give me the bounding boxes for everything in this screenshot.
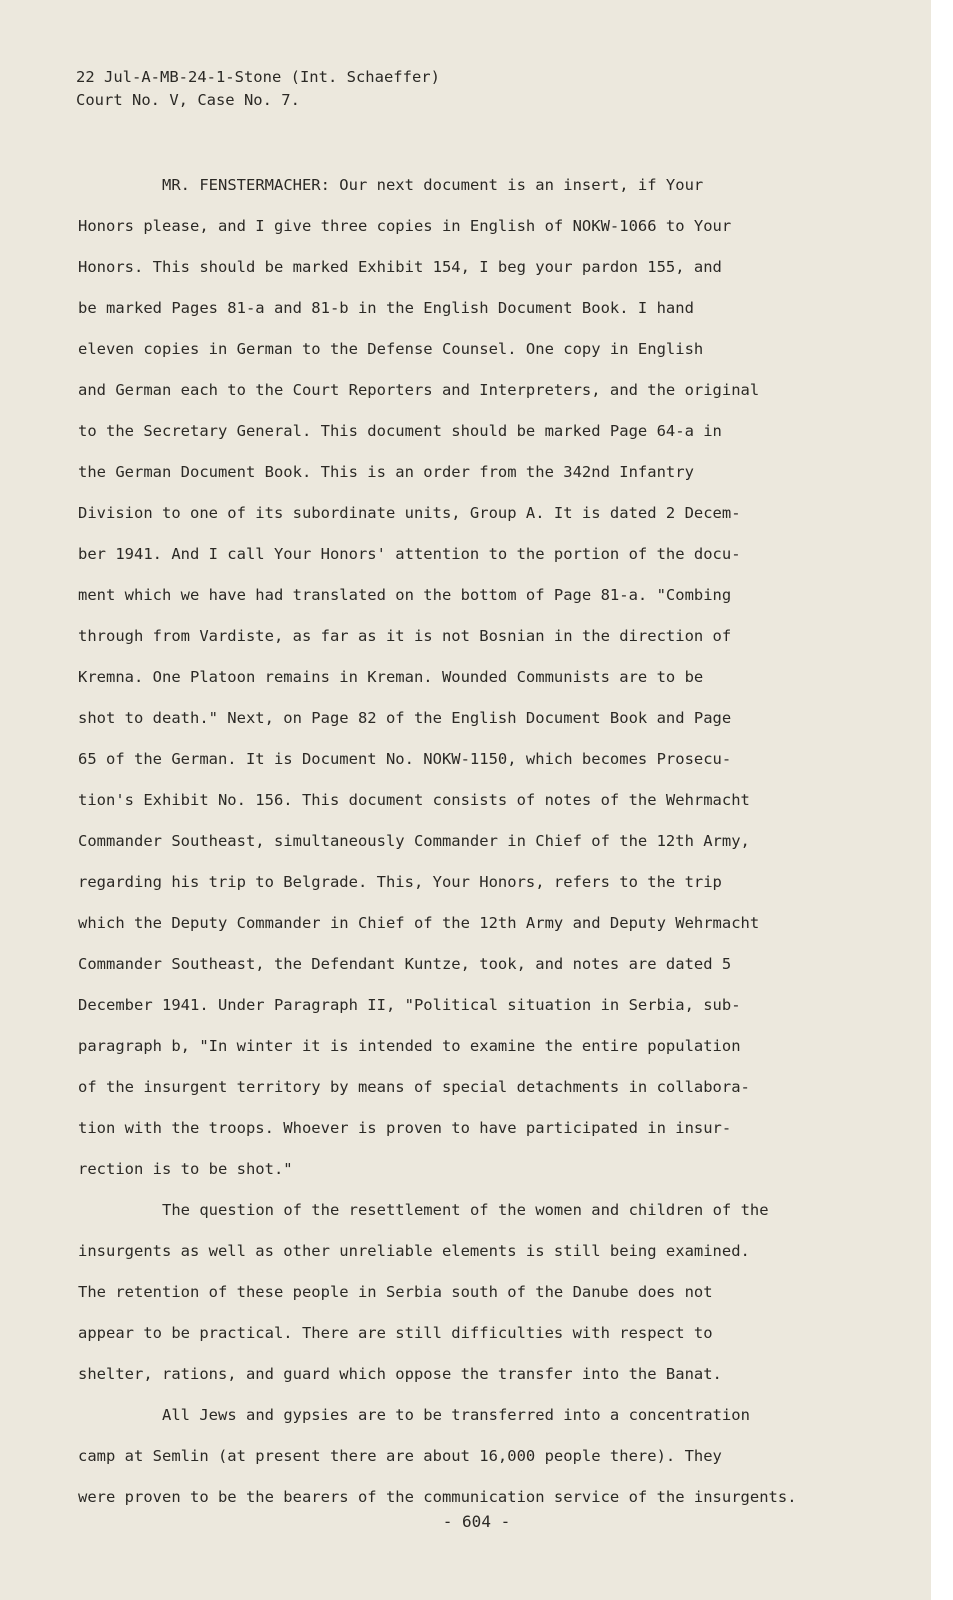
text-line: Commander Southeast, the Defendant Kuntze, took, and notes are dated 5	[78, 955, 732, 973]
text-line: The question of the resettlement of the women and children of the	[162, 1201, 769, 1219]
text-line: which the Deputy Commander in Chief of the 12th Army and Deputy Wehrmacht	[78, 914, 760, 932]
text-line: shelter, rations, and guard which oppose the transfer into the Banat.	[78, 1365, 722, 1383]
text-line: the German Document Book. This is an order from the 342nd Infantry	[78, 463, 694, 481]
text-line: and German each to the Court Reporters and Interpreters, and the original	[78, 381, 760, 399]
text-line: paragraph b, "In winter it is intended to examine the entire population	[78, 1037, 741, 1055]
text-line: through from Vardiste, as far as it is not Bosnian in the direction of	[78, 627, 732, 645]
text-line: 65 of the German. It is Document No. NOKW-1150, which becomes Prosecu-	[78, 750, 732, 768]
text-line: Division to one of its subordinate units, Group A. It is dated 2 Decem-	[78, 504, 741, 522]
text-line: tion with the troops. Whoever is proven to have participated in insur-	[78, 1119, 732, 1137]
text-line: MR. FENSTERMACHER: Our next document is an insert, if Your	[162, 176, 704, 194]
text-line: ber 1941. And I call Your Honors' attention to the portion of the docu-	[78, 545, 741, 563]
text-line: to the Secretary General. This document should be marked Page 64-a in	[78, 422, 722, 440]
text-line: camp at Semlin (at present there are about 16,000 people there). They	[78, 1447, 722, 1465]
text-line: shot to death." Next, on Page 82 of the English Document Book and Page	[78, 709, 732, 727]
text-line: Kremna. One Platoon remains in Kreman. Wounded Communists are to be	[78, 668, 704, 686]
header-court-case: Court No. V, Case No. 7.	[76, 91, 300, 109]
text-line: The retention of these people in Serbia south of the Danube does not	[78, 1283, 713, 1301]
text-line: ment which we have had translated on the bottom of Page 81-a. "Combing	[78, 586, 732, 604]
text-line: appear to be practical. There are still difficulties with respect to	[78, 1324, 713, 1342]
text-line: rection is to be shot."	[78, 1160, 293, 1178]
text-line: Commander Southeast, simultaneously Commander in Chief of the 12th Army,	[78, 832, 750, 850]
transcript-body	[78, 165, 838, 1518]
text-line: were proven to be the bearers of the communication service of the insurgents.	[78, 1488, 797, 1506]
document-header	[76, 66, 440, 112]
text-line: Honors. This should be marked Exhibit 154, I beg your pardon 155, and	[78, 258, 722, 276]
text-line: insurgents as well as other unreliable elements is still being examined.	[78, 1242, 750, 1260]
text-line: All Jews and gypsies are to be transferred into a concentration	[162, 1406, 750, 1424]
header-reference: 22 Jul-A-MB-24-1-Stone (Int. Schaeffer)	[76, 68, 440, 86]
text-line: of the insurgent territory by means of special detachments in collabora-	[78, 1078, 750, 1096]
text-line: December 1941. Under Paragraph II, "Political situation in Serbia, sub-	[78, 996, 741, 1014]
page-number: - 604 -	[442, 1512, 511, 1531]
text-line: tion's Exhibit No. 156. This document consists of notes of the Wehrmacht	[78, 791, 750, 809]
text-line: regarding his trip to Belgrade. This, Your Honors, refers to the trip	[78, 873, 722, 891]
text-line: Honors please, and I give three copies in English of NOKW-1066 to Your	[78, 217, 732, 235]
text-line: eleven copies in German to the Defense Counsel. One copy in English	[78, 340, 704, 358]
text-line: be marked Pages 81-a and 81-b in the English Document Book. I hand	[78, 299, 694, 317]
